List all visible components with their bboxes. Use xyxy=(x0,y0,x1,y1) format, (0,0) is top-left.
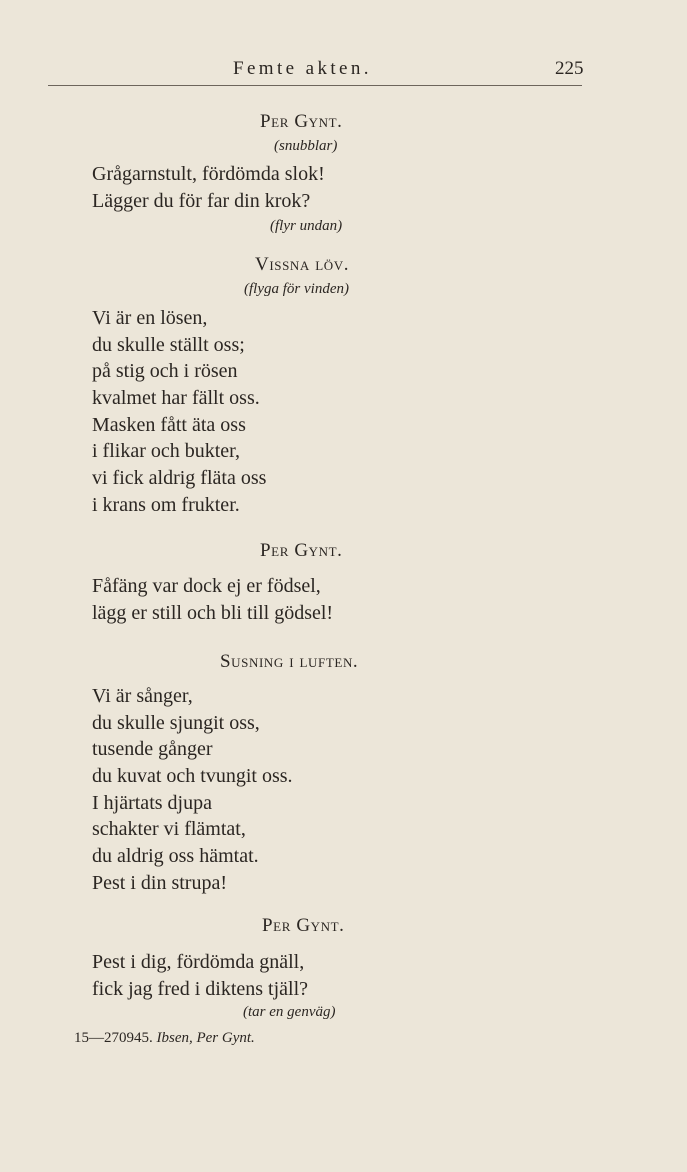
verse-line: i flikar och bukter, xyxy=(92,440,241,463)
verse-line: Pest i dig, fördömda gnäll, xyxy=(92,951,305,973)
verse-line: du kuvat och tvungit oss. xyxy=(92,765,293,788)
verse-line: tusende gånger xyxy=(92,738,213,761)
speaker-per-gynt: Per Gynt. xyxy=(260,111,343,132)
verse-line: du aldrig oss hämtat. xyxy=(92,845,259,868)
verse-line: i krans om frukter. xyxy=(92,493,240,516)
stage-direction: (snubblar) xyxy=(274,138,338,154)
stage-direction: (tar en genväg) xyxy=(243,1004,336,1020)
verse-line: Grågarnstult, fördömda slok! xyxy=(92,163,325,185)
signature-code: 15—270945. xyxy=(74,1030,153,1046)
verse-line: Vi är en lösen, xyxy=(92,307,208,329)
verse-line: schakter vi flämtat, xyxy=(92,818,246,841)
verse-line: kvalmet har fällt oss. xyxy=(92,387,260,410)
chapter-title: Femte akten. xyxy=(233,58,372,79)
printer-signature xyxy=(74,1030,255,1047)
verse-line: lägg er still och bli till gödsel! xyxy=(92,601,334,624)
verse-line: Fåfäng var dock ej er födsel, xyxy=(92,575,321,597)
speaker-vissna-lov: Vissna löv. xyxy=(255,254,350,275)
verse-line: du skulle ställt oss; xyxy=(92,333,245,356)
verse-block xyxy=(92,305,266,519)
verse-line: på stig och i rösen xyxy=(92,360,238,383)
verse-block xyxy=(92,573,333,626)
verse-line: fick jag fred i diktens tjäll? xyxy=(92,977,309,1000)
speaker-per-gynt: Per Gynt. xyxy=(262,915,345,936)
stage-direction: (flyr undan) xyxy=(270,218,343,234)
page-number: 225 xyxy=(555,58,584,79)
verse-block xyxy=(92,161,325,214)
verse-line: Masken fått äta oss xyxy=(92,413,246,436)
signature-source: Ibsen, Per Gynt. xyxy=(156,1030,255,1046)
verse-block xyxy=(92,683,293,897)
verse-line: Vi är sånger, xyxy=(92,685,193,707)
verse-line: Lägger du för far din krok? xyxy=(92,189,311,212)
verse-line: vi fick aldrig fläta oss xyxy=(92,467,267,490)
header-rule xyxy=(48,85,582,86)
verse-line: du skulle sjungit oss, xyxy=(92,711,260,734)
running-head xyxy=(0,58,687,86)
speaker-per-gynt: Per Gynt. xyxy=(260,540,343,561)
verse-line: I hjärtats djupa xyxy=(92,791,212,814)
verse-block xyxy=(92,949,308,1002)
stage-direction: (flyga för vinden) xyxy=(244,281,349,297)
verse-line: Pest i din strupa! xyxy=(92,871,227,894)
speaker-susning-i-luften: Susning i luften. xyxy=(220,651,359,672)
